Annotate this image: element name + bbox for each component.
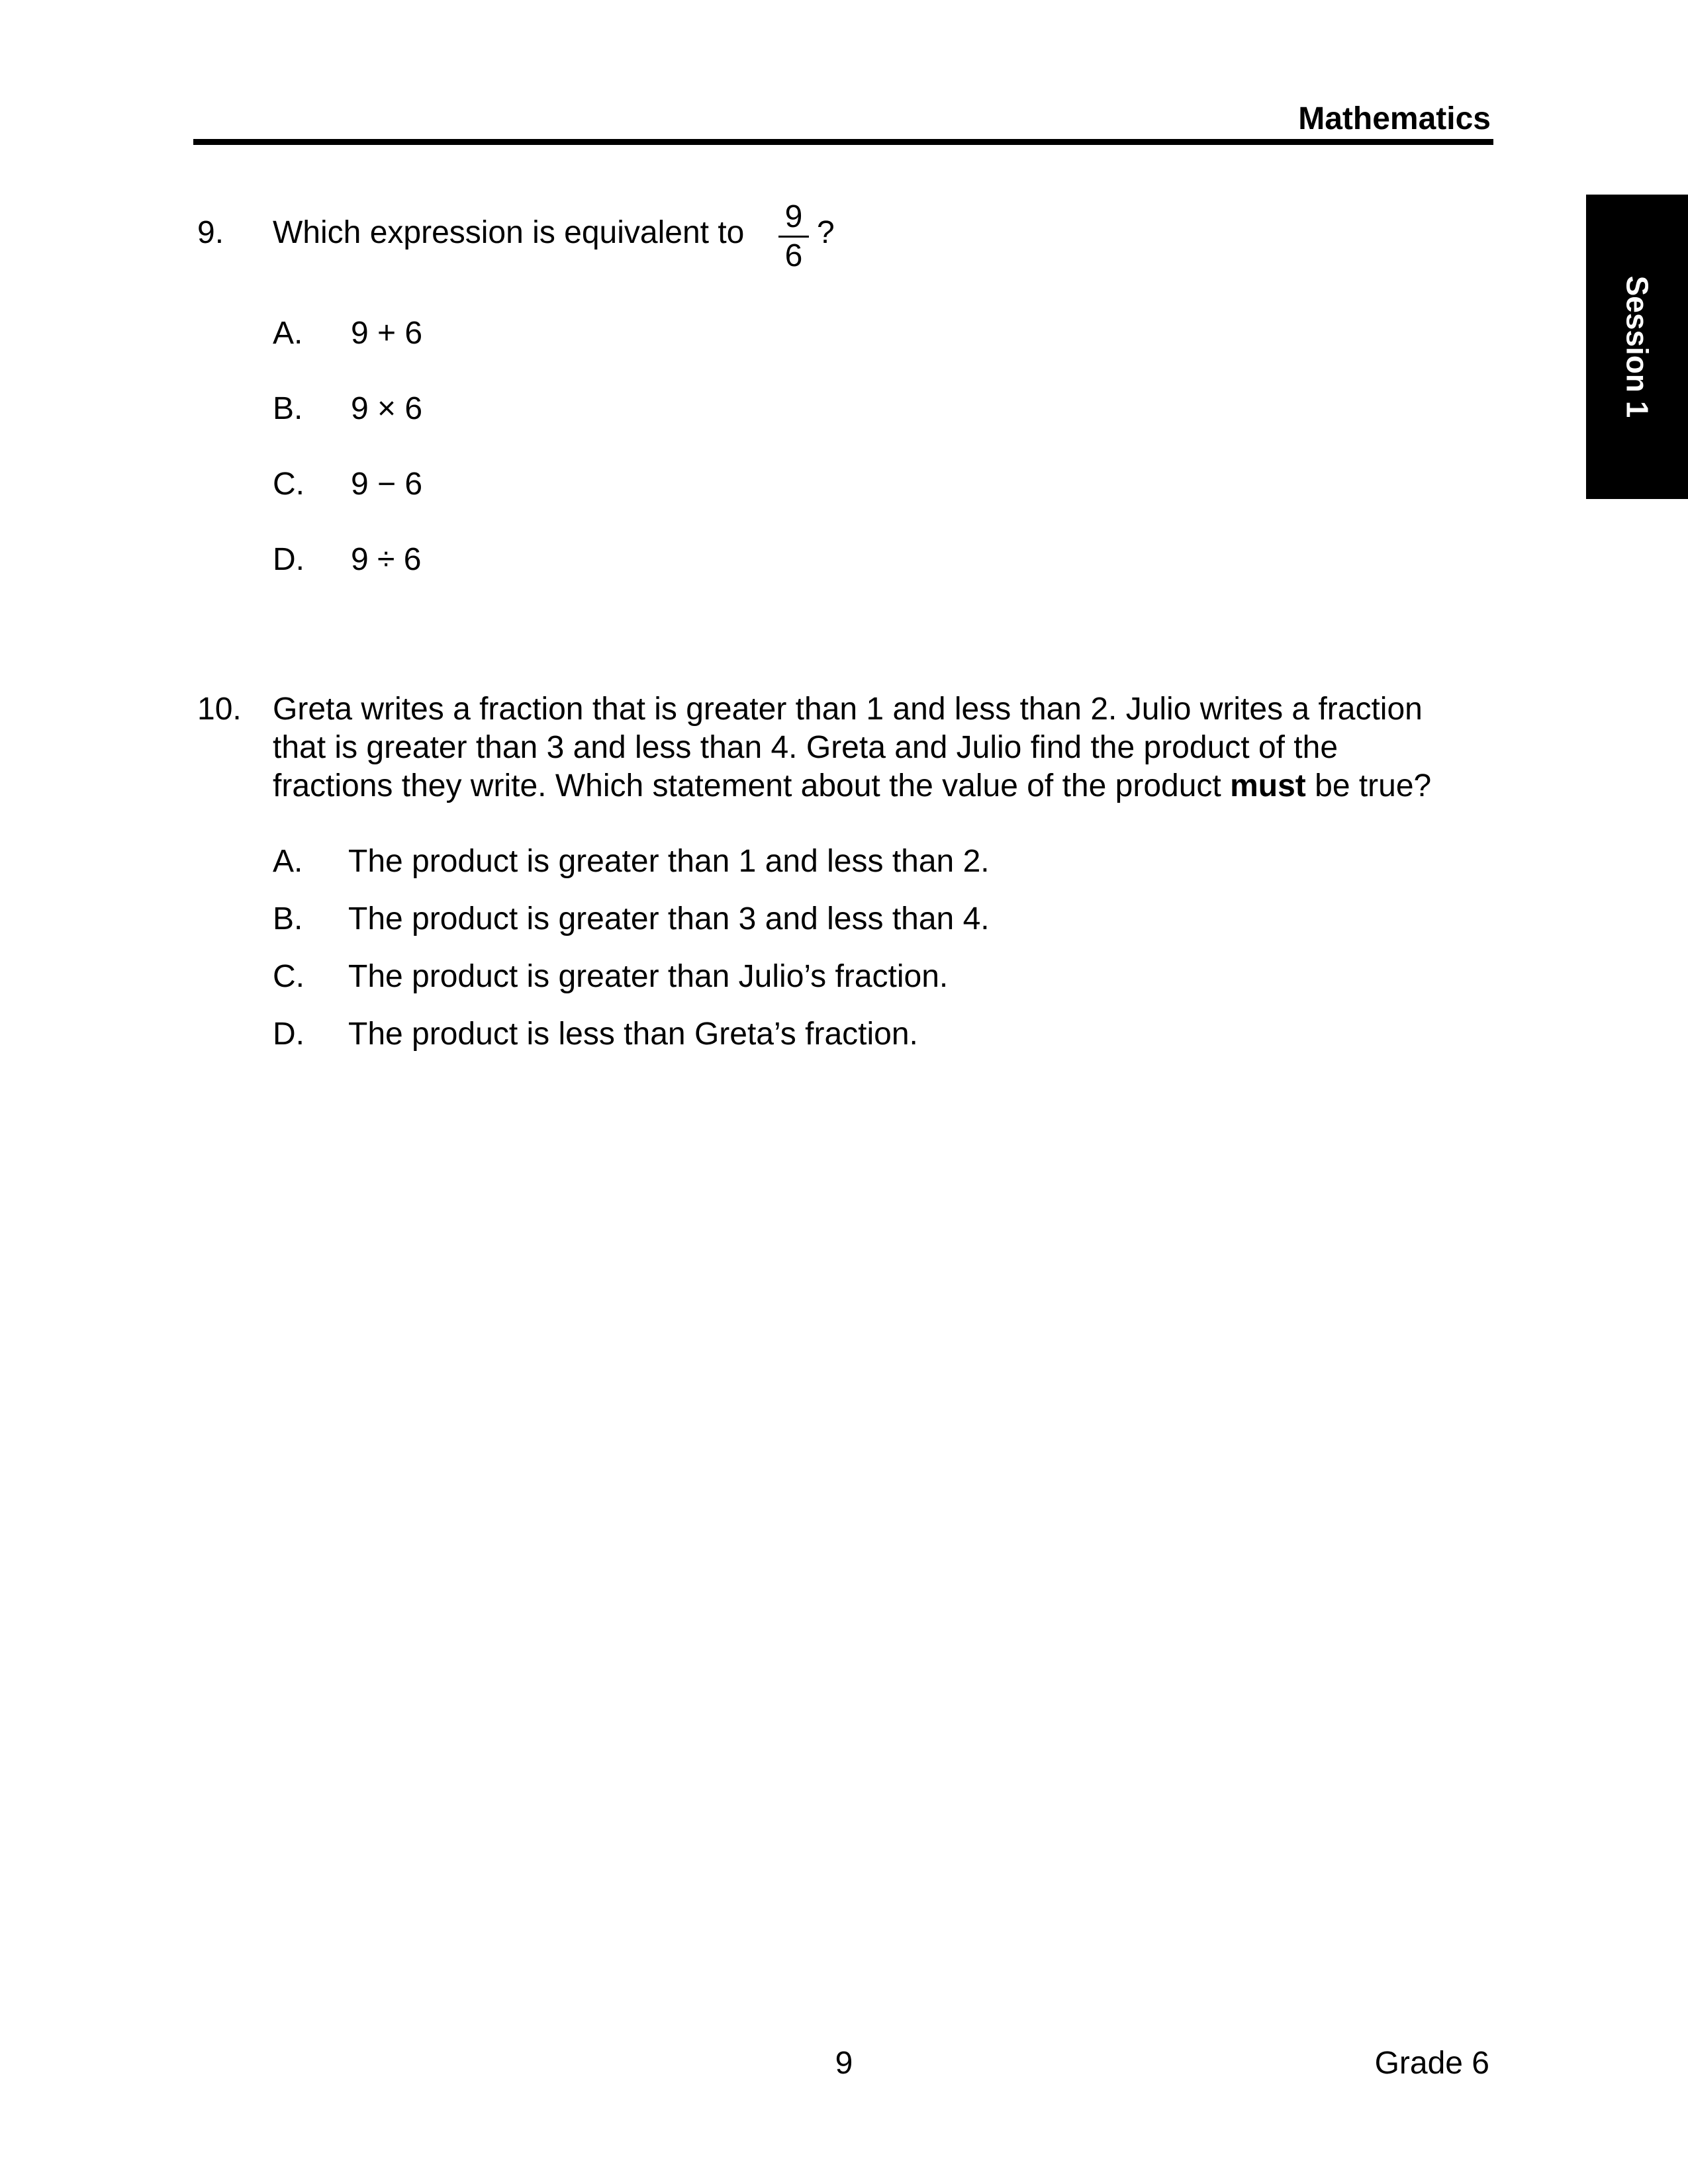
- option-a-text: 9 + 6: [351, 316, 423, 351]
- stem-text-end: be true?: [1305, 768, 1432, 803]
- option-c-letter: C.: [273, 959, 305, 994]
- stem-text: fractions they write. Which statement about the value of the product: [273, 768, 1231, 803]
- option-d-text: The product is less than Greta’s fraction.: [348, 1017, 918, 1052]
- question-mark: ?: [817, 215, 835, 250]
- question-number: 10.: [197, 692, 242, 727]
- option-d-letter: D.: [273, 1017, 305, 1052]
- option-c-text: 9 − 6: [351, 467, 423, 502]
- question-stem: Which expression is equivalent to: [273, 215, 745, 250]
- option-d-letter: D.: [273, 542, 305, 577]
- option-b-letter: B.: [273, 391, 303, 426]
- option-a-letter: A.: [273, 316, 303, 351]
- question-stem-line-1: Greta writes a fraction that is greater than 1 and less than 2. Julio writes a fraction: [273, 692, 1423, 727]
- question-number: 9.: [197, 215, 224, 250]
- option-b-text: The product is greater than 3 and less than 4.: [348, 901, 990, 936]
- fraction: [777, 199, 810, 275]
- option-c-letter: C.: [273, 467, 305, 502]
- emphasis-must: must: [1230, 768, 1306, 803]
- fraction-numerator: 9: [784, 199, 803, 234]
- option-a-letter: A.: [273, 844, 303, 879]
- option-c-text: The product is greater than Julio’s fraction.: [348, 959, 949, 994]
- question-stem-line-3: [273, 767, 1431, 805]
- grade-label: Grade 6: [1374, 2046, 1489, 2081]
- option-b-text: 9 × 6: [351, 391, 423, 426]
- session-tab-label: Session 1: [1620, 275, 1654, 418]
- option-b-letter: B.: [273, 901, 303, 936]
- page-number: 9: [835, 2046, 853, 2081]
- option-a-text: The product is greater than 1 and less than 2.: [348, 844, 990, 879]
- session-tab: [1586, 195, 1688, 499]
- fraction-denominator: 6: [784, 238, 803, 273]
- subject-header: Mathematics: [1298, 101, 1491, 136]
- option-d-text: 9 ÷ 6: [351, 542, 422, 577]
- header-rule: [193, 139, 1493, 145]
- question-stem-line-2: that is greater than 3 and less than 4. Greta and Julio find the product of the: [273, 730, 1338, 765]
